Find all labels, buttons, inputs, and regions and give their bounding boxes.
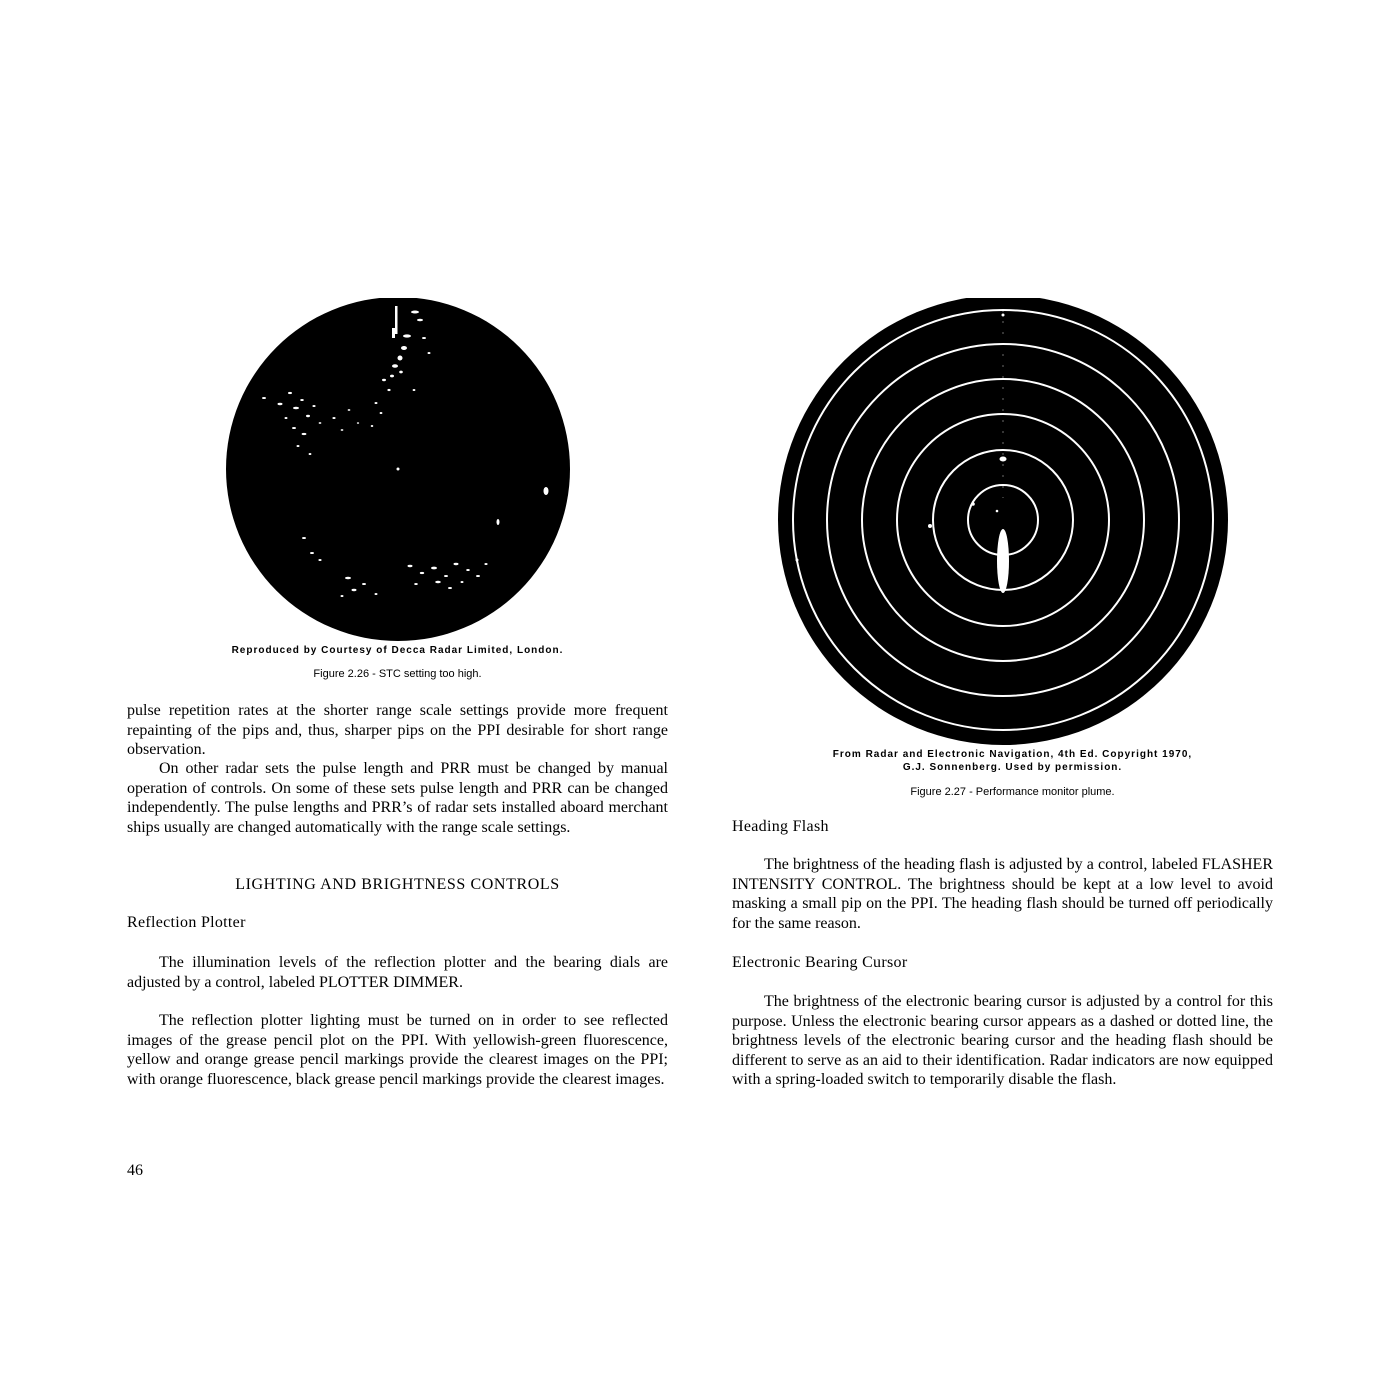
left-paragraph-3: The illumination levels of the reflection plotter and the bearing dials are adjusted by a control, labeled PLOTTER DIMMER. <box>127 954 668 991</box>
section-heading: LIGHTING AND BRIGHTNESS CONTROLS <box>235 876 560 893</box>
figure-2-27-caption: Figure 2.27 - Performance monitor plume. <box>910 786 1115 798</box>
figure-2-26-credit: Reproduced by Courtesy of Decca Radar Limited, London. <box>231 645 564 656</box>
figure-2-27-credit-line2: G.J. Sonnenberg. Used by permission. <box>902 762 1123 773</box>
right-paragraph-1: The brightness of the heading flash is adjusted by a control, labeled FLASHER INTENSITY CONTROL. The brightness should be kept at a low level to avoid masking a small pip on the PPI. The heading flash should be turned off periodically for the same reason. <box>732 856 1273 932</box>
heading-flash-heading: Heading Flash <box>732 818 829 835</box>
figure-2-27-credit-line1: From Radar and Electronic Navigation, 4th Ed. Copyright 1970, <box>832 749 1193 760</box>
performance-monitor-plume-image <box>777 298 1232 746</box>
page-number: 46 <box>127 1162 143 1179</box>
left-paragraph-4: The reflection plotter lighting must be turned on in order to see reflected images of the grease pencil plot on the PPI. With yellowish-green fluorescence, yellow and orange grease pencil markings provide the clearest images on the PPI; with orange fluorescence, black grease pencil markings provide the clearest images. <box>127 1012 668 1088</box>
figure-2-26-caption: Figure 2.26 - STC setting too high. <box>313 668 482 680</box>
reflection-plotter-heading: Reflection Plotter <box>127 914 246 931</box>
radar-ppi-stc-image <box>224 298 572 644</box>
left-paragraph-1: pulse repetition rates at the shorter range scale settings provide more frequent repainting of the pips and, thus, sharper pips on the PPI desirable for short range observation. <box>127 702 668 758</box>
left-paragraph-2: On other radar sets the pulse length and PRR must be changed by manual operation of controls. On some of these sets pulse length and PRR can be changed independently. The pulse lengths and PRR’s of radar sets installed aboard merchant ships usually are changed automatically with the range scale settings. <box>127 760 668 836</box>
right-paragraph-2: The brightness of the electronic bearing cursor is adjusted by a control for this purpose. Unless the electronic bearing cursor appears as a dashed or dotted line, the brightness levels of the electronic bearing cursor and the heading flash should be different to serve as an aid to their identification. Radar indicators are now equipped with a spring-loaded switch to temporarily disable the flash. <box>732 993 1273 1088</box>
electronic-bearing-cursor-heading: Electronic Bearing Cursor <box>732 954 908 971</box>
